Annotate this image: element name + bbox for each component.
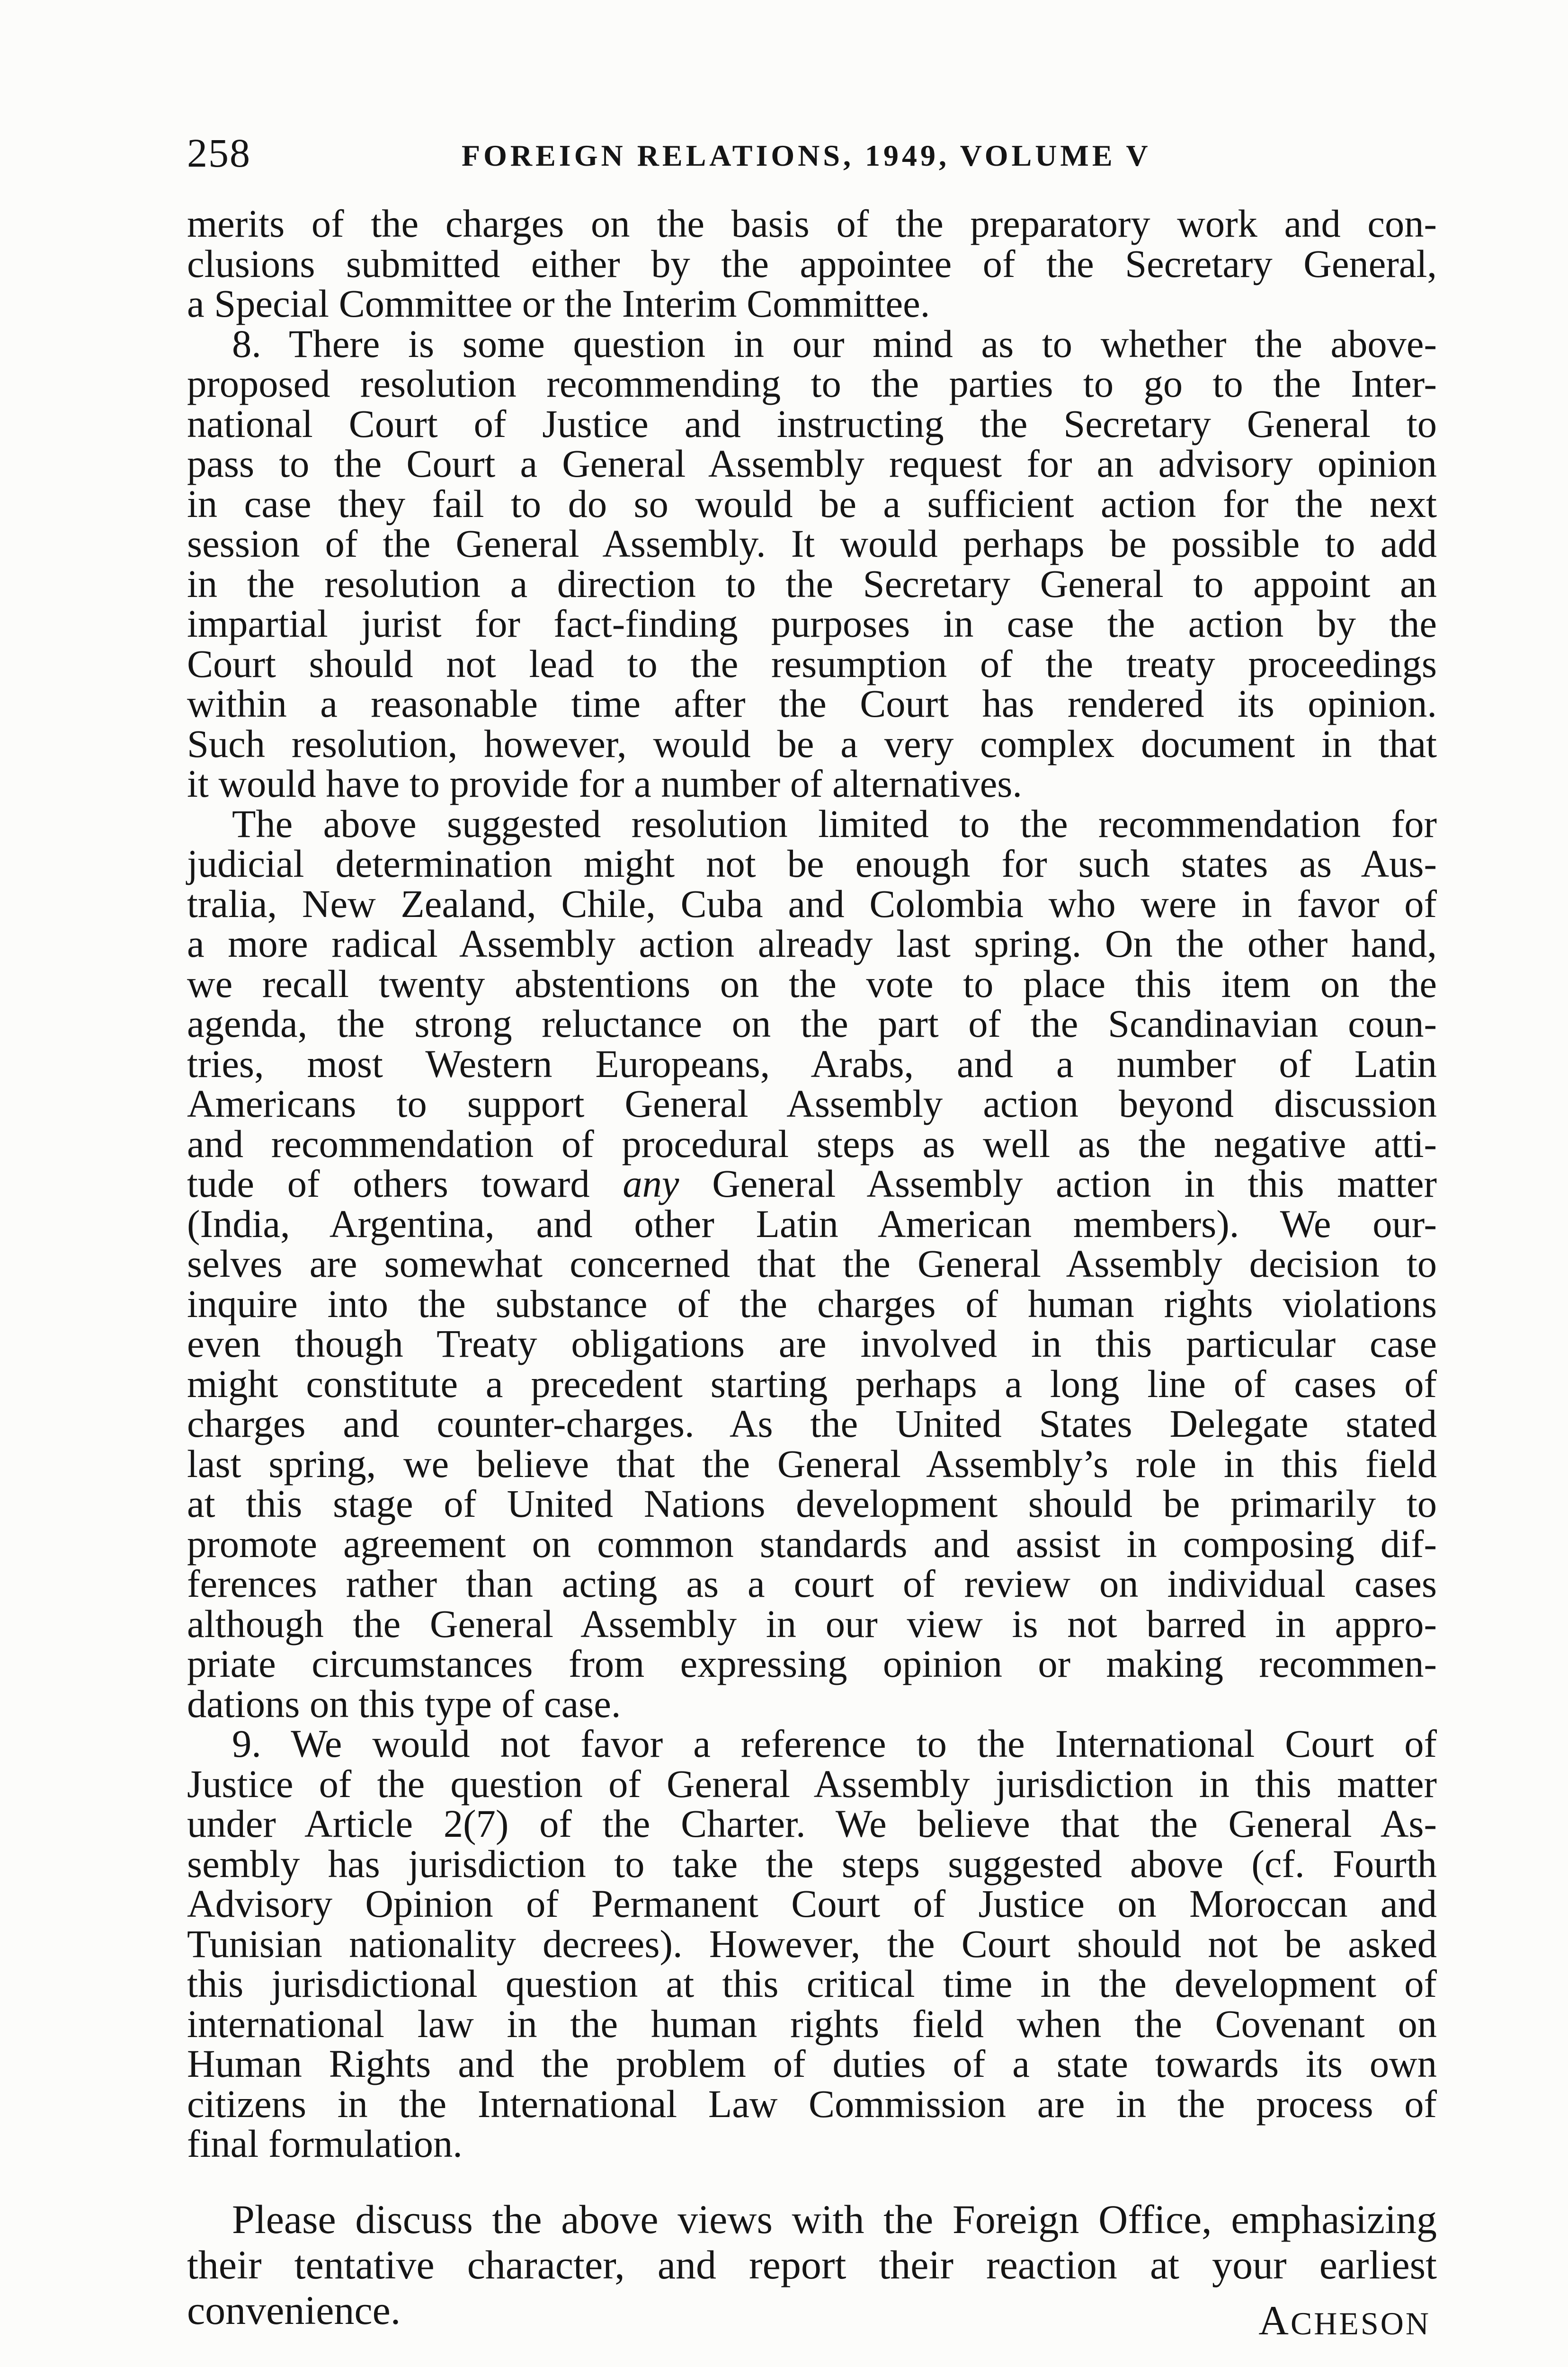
text-line: their tentative character, and report their reaction at your earliest — [187, 2242, 1437, 2287]
text-line: sembly has jurisdiction to take the steps suggested above (cf. Fourth — [187, 1842, 1437, 1886]
text-line: agenda, the strong reluctance on the part of the Scandinavian coun- — [187, 1002, 1437, 1045]
text-line: Please discuss the above views with the Foreign Office, emphasizing — [232, 2197, 1437, 2242]
running-title: FOREIGN RELATIONS, 1949, VOLUME V — [462, 139, 1151, 172]
text-line: priate circumstances from expressing opinion or making recommen- — [187, 1642, 1437, 1685]
text-line: and recommendation of procedural steps as well as the negative atti- — [187, 1121, 1437, 1166]
text-line: Advisory Opinion of Permanent Court of Justice on Moroccan and — [187, 1882, 1437, 1925]
text-line: charges and counter-charges. As the United States Delegate stated — [187, 1402, 1437, 1445]
text-line: Human Rights and the problem of duties of a state towards its own — [187, 2042, 1437, 2085]
text-line: convenience. — [187, 2287, 401, 2333]
paragraph-8 — [187, 321, 1437, 805]
text-line: in the resolution a direction to the Secretary General to appoint an — [187, 561, 1437, 605]
text-line: inquire into the substance of the charges of human rights violations — [187, 1281, 1437, 1326]
text-line: 8. There is some question in our mind as to whether the above- — [232, 321, 1437, 365]
text-line: Such resolution, however, would be a very complex document in that — [187, 721, 1437, 765]
signature-rest: CHESON — [1290, 2305, 1431, 2341]
text-line: tries, most Western Europeans, Arabs, and a number of Latin — [187, 1041, 1437, 1086]
text-line: we recall twenty abstentions on the vote to place this item on the — [187, 961, 1437, 1006]
text-line: clusions submitted either by the appointee of the Secretary General, — [187, 241, 1437, 285]
text-line: it would have to provide for a number of alternatives. — [187, 762, 1023, 805]
text-line: at this stage of United Nations development should be primarily to — [187, 1482, 1437, 1525]
text-run: tude of others toward — [187, 1162, 623, 1205]
signature — [1258, 2300, 1431, 2345]
text-line: final formulation. — [187, 2122, 463, 2165]
text-line: this jurisdictional question at this critical time in the development of — [187, 1962, 1437, 2005]
text-line: 9. We would not favor a reference to the International Court of — [232, 1722, 1437, 1765]
text-line: proposed resolution recommending to the parties to go to the Inter- — [187, 362, 1437, 405]
text-line: Justice of the question of General Assembly jurisdiction in this matter — [187, 1762, 1437, 1806]
emphasis-any: any — [623, 1162, 679, 1205]
paragraph-continuation — [187, 204, 1437, 324]
paragraph-suggested-resolution — [187, 801, 1437, 1726]
text-line: although the General Assembly in our view is not barred in appro- — [187, 1602, 1437, 1646]
text-line: pass to the Court a General Assembly request for an advisory opinion — [187, 442, 1437, 485]
running-head — [187, 127, 1437, 179]
text-line: promote agreement on common standards and assist in composing dif- — [187, 1522, 1437, 1566]
text-line: ferences rather than acting as a court of review on individual cases — [187, 1562, 1437, 1605]
text-line: in case they fail to do so would be a sufficient action for the next — [187, 481, 1437, 525]
signature-initial: A — [1258, 2298, 1291, 2344]
text-line: (India, Argentina, and other Latin American members). We our- — [187, 1201, 1437, 1246]
page-number: 258 — [187, 130, 251, 176]
text-line: might constitute a precedent starting perhaps a long line of cases of — [187, 1361, 1437, 1406]
text-line: a more radical Assembly action already last spring. On the other hand, — [187, 922, 1437, 965]
text-line: dations on this type of case. — [187, 1682, 621, 1726]
text-line: selves are somewhat concerned that the General Assembly decision to — [187, 1242, 1437, 1285]
text-line: judicial determination might not be enough for such states as Aus- — [187, 842, 1437, 885]
text-line: The above suggested resolution limited to the recommendation for — [232, 801, 1437, 845]
text-line: national Court of Justice and instructing the Secretary General to — [187, 401, 1437, 445]
text-line: last spring, we believe that the General Assembly’s role in this field — [187, 1442, 1437, 1486]
text-run: General Assembly action in this matter — [679, 1162, 1437, 1205]
text-line: international law in the human rights field when the Covenant on — [187, 2002, 1437, 2046]
text-line: under Article 2(7) of the Charter. We believe that the General As- — [187, 1802, 1437, 1845]
body-text — [187, 204, 1437, 2164]
text-line: impartial jurist for fact-finding purposes in case the action by the — [187, 602, 1437, 645]
text-line: citizens in the International Law Commission are in the process of — [187, 2082, 1437, 2126]
text-line: tralia, New Zealand, Chile, Cuba and Colombia who were in favor of — [187, 881, 1437, 925]
closing-paragraph — [187, 2197, 1437, 2333]
text-line-with-emphasis — [187, 1164, 1437, 1204]
text-line: even though Treaty obligations are involved in this particular case — [187, 1322, 1437, 1365]
text-line: Court should not lead to the resumption of the treaty proceedings — [187, 641, 1437, 685]
text-line: within a reasonable time after the Court has rendered its opinion. — [187, 682, 1437, 725]
text-line: a Special Committee or the Interim Committee. — [187, 282, 930, 325]
text-line: merits of the charges on the basis of the preparatory work and con- — [187, 202, 1437, 245]
text-line: Americans to support General Assembly action beyond discussion — [187, 1082, 1437, 1125]
text-line: Tunisian nationality decrees). However, the Court should not be asked — [187, 1922, 1437, 1966]
text-line: session of the General Assembly. It would perhaps be possible to add — [187, 522, 1437, 565]
paragraph-9 — [187, 1724, 1437, 2164]
